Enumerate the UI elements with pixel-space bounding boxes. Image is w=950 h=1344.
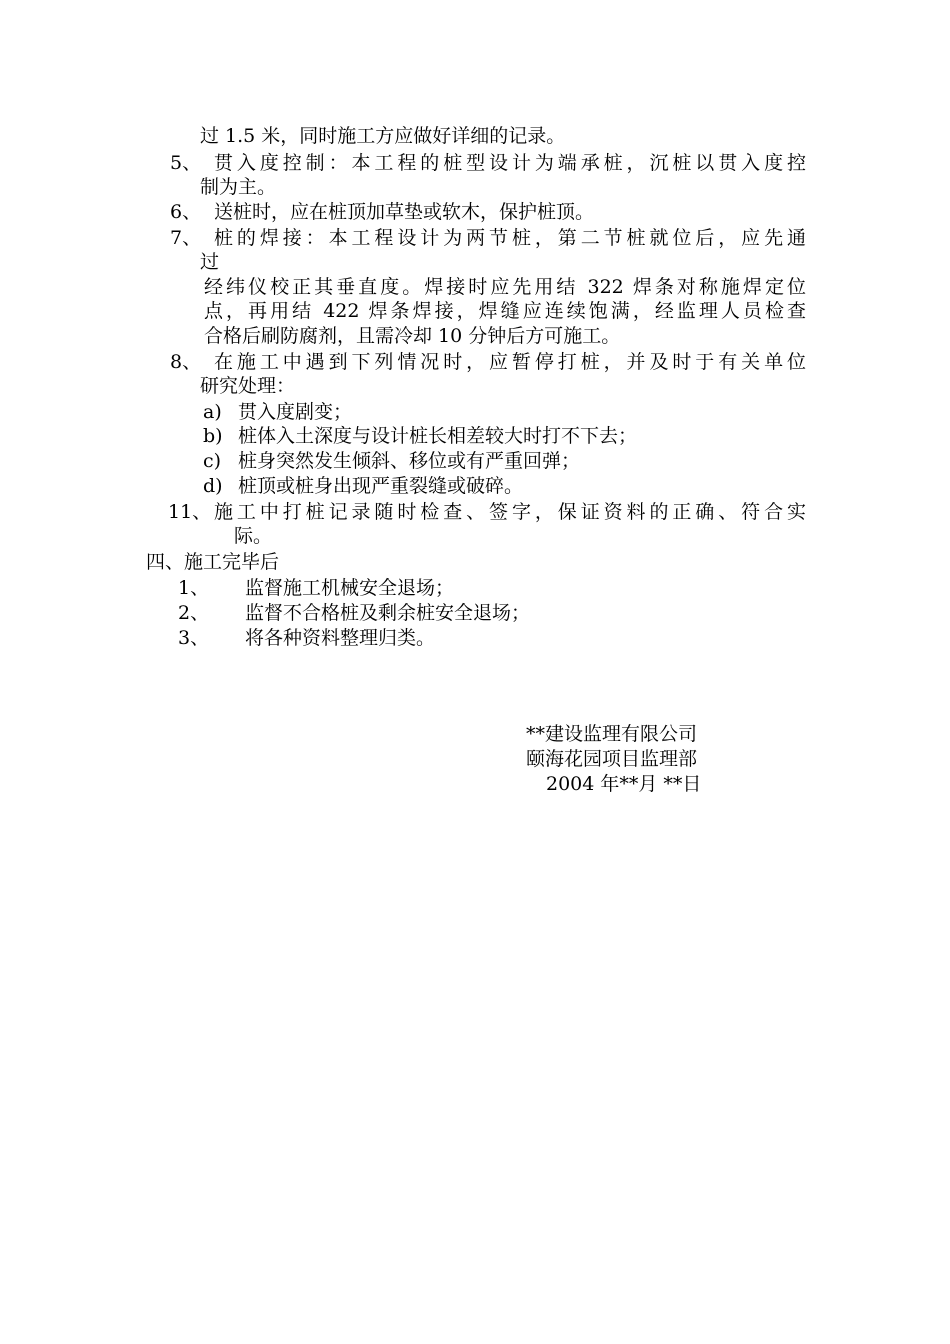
subitem-a-label: a): [203, 401, 222, 423]
item-5-line-2: 制为主。: [200, 176, 277, 198]
item-8-line-2: 研究处理：: [200, 375, 296, 397]
item-6-number: 6、: [170, 201, 202, 223]
item-7-line-4: 点，再用结 422 焊条焊接，焊缝应连续饱满，经监理人员检查: [204, 300, 806, 322]
item-7-line-3: 经纬仪校正其垂直度。焊接时应先用结 322 焊条对称施焊定位: [204, 276, 806, 298]
signature-company: **建设监理有限公司: [526, 723, 698, 745]
subitem-b-label: b): [203, 425, 223, 447]
item-7-line-5: 合格后刷防腐剂，且需冷却 10 分钟后方可施工。: [204, 325, 621, 347]
item-7-line-1: 桩的焊接：本工程设计为两节桩，第二节桩就位后，应先通: [214, 227, 806, 249]
item-6-line-1: 送桩时，应在桩顶加草垫或软木，保护桩顶。: [214, 201, 595, 223]
subitem-d-text: 桩顶或桩身出现严重裂缝或破碎。: [238, 475, 524, 497]
section-4-item-2-text: 监督不合格桩及剩余桩安全退场；: [245, 602, 531, 624]
section-4-item-1-text: 监督施工机械安全退场；: [245, 577, 455, 599]
item-11-line-1: 施工中打桩记录随时检查、签字，保证资料的正确、符合实: [214, 501, 806, 523]
item-11-line-2: 际。: [234, 525, 273, 547]
subitem-c-label: c): [203, 450, 222, 472]
item-5-line-1: 贯入度控制：本工程的桩型设计为端承桩，沉桩以贯入度控: [214, 152, 806, 174]
subitem-a-text: 贯入度剧变；: [238, 401, 353, 423]
continuation-line: 过 1.5 米，同时施工方应做好详细的记录。: [200, 125, 566, 147]
item-7-number: 7、: [170, 227, 202, 249]
signature-date: 2004 年**月 **日: [546, 773, 702, 795]
signature-department: 颐海花园项目监理部: [526, 748, 698, 770]
section-4-heading: 四、施工完毕后: [146, 551, 280, 573]
section-4-item-3-number: 3、: [178, 627, 210, 649]
section-4-item-2-number: 2、: [178, 602, 210, 624]
item-8-line-1: 在施工中遇到下列情况时，应暂停打桩，并及时于有关单位: [214, 351, 806, 373]
item-5-number: 5、: [170, 152, 202, 174]
section-4-item-3-text: 将各种资料整理归类。: [245, 627, 436, 649]
subitem-d-label: d): [203, 475, 223, 497]
subitem-b-text: 桩体入土深度与设计桩长相差较大时打不下去；: [238, 425, 638, 447]
subitem-c-text: 桩身突然发生倾斜、移位或有严重回弹；: [238, 450, 581, 472]
item-8-number: 8、: [170, 351, 202, 373]
item-11-number: 11、: [168, 501, 212, 523]
section-4-item-1-number: 1、: [178, 577, 210, 599]
item-7-line-2: 过: [200, 251, 220, 273]
